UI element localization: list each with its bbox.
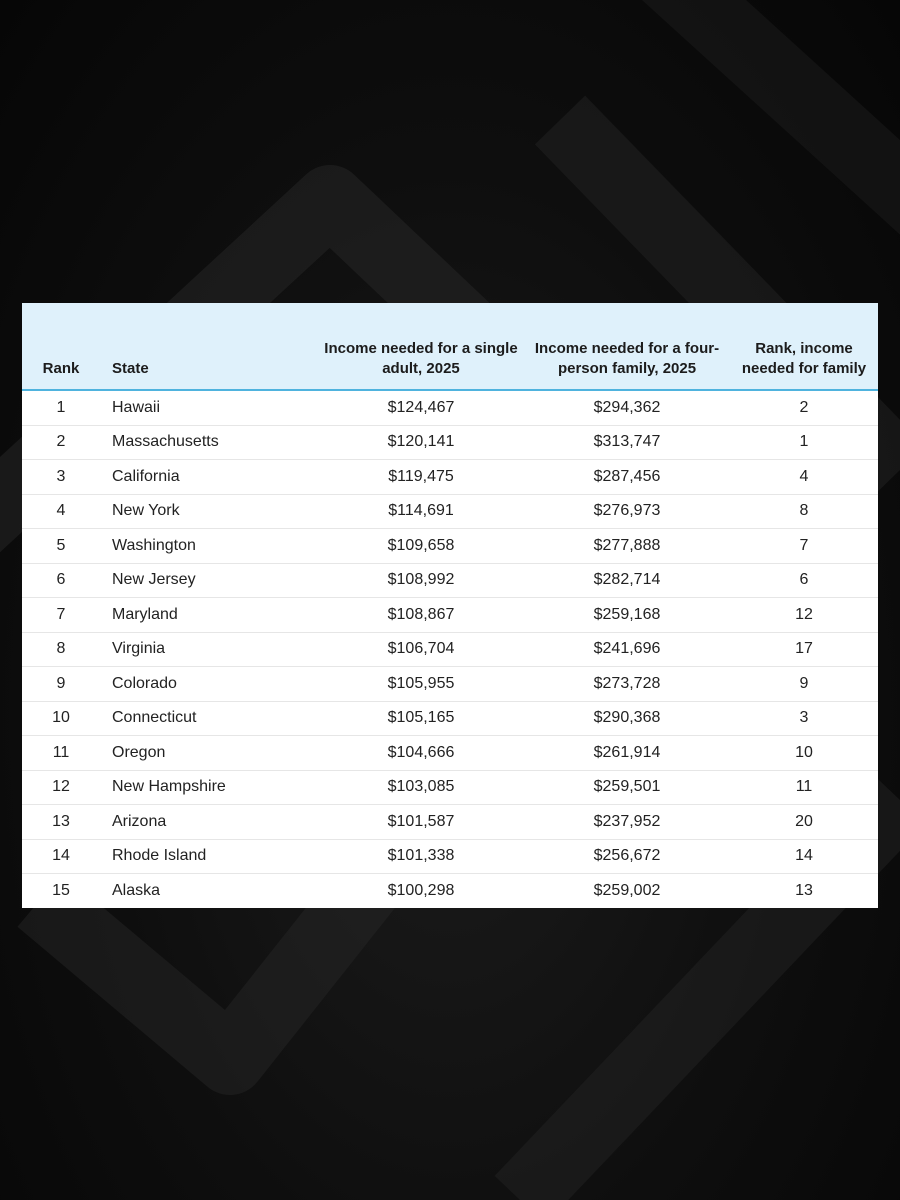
- table-row: [22, 494, 878, 529]
- cell-state: Hawaii: [100, 390, 318, 425]
- cell-family-income: $256,672: [524, 839, 730, 874]
- table-row: [22, 839, 878, 874]
- cell-family-rank: 9: [730, 667, 878, 702]
- cell-family-rank: 14: [730, 839, 878, 874]
- cell-family-income: $261,914: [524, 736, 730, 771]
- cell-rank: 14: [22, 839, 100, 874]
- cell-family-income: $294,362: [524, 390, 730, 425]
- cell-family-income: $259,002: [593, 881, 661, 899]
- cell-family-income: $313,747: [524, 425, 730, 460]
- cell-state: Connecticut: [100, 701, 318, 736]
- cell-rank: 8: [22, 632, 100, 667]
- cell-family-rank: 13: [795, 881, 813, 899]
- table-header: [22, 303, 878, 390]
- cell-rank: 9: [22, 667, 100, 702]
- cell-state: Massachusetts: [100, 425, 318, 460]
- cell-state: Alaska: [112, 881, 161, 899]
- cell-single-adult-income: $106,704: [318, 632, 524, 667]
- cell-family-income: $259,501: [524, 770, 730, 805]
- income-table: [22, 303, 878, 908]
- cell-state: Washington: [100, 529, 318, 564]
- cell-rank: 11: [22, 736, 100, 771]
- cell-state: New Jersey: [100, 563, 318, 598]
- cell-single-adult-income: $108,992: [318, 563, 524, 598]
- cell-single-adult-income: $124,467: [318, 390, 524, 425]
- header-row: [22, 303, 878, 390]
- cell-rank: 4: [22, 494, 100, 529]
- cell-family-rank: 8: [730, 494, 878, 529]
- cell-single-adult-income: $105,165: [318, 701, 524, 736]
- cell-single-adult-income: $109,658: [318, 529, 524, 564]
- cell-rank: 5: [22, 529, 100, 564]
- cell-family-rank: 17: [730, 632, 878, 667]
- cell-rank: 15: [52, 881, 70, 899]
- cell-family-rank: 1: [730, 425, 878, 460]
- cell-family-rank: 3: [730, 701, 878, 736]
- cell-family-income: $290,368: [524, 701, 730, 736]
- cell-family-income: $287,456: [524, 460, 730, 495]
- column-header-state: State: [100, 303, 318, 390]
- cell-single-adult-income: $108,867: [318, 598, 524, 633]
- cell-rank: 13: [22, 805, 100, 840]
- table-row: [22, 390, 878, 425]
- cell-family-rank: 4: [730, 460, 878, 495]
- cell-family-income: $237,952: [524, 805, 730, 840]
- table-row: [22, 874, 878, 908]
- cell-family-rank: 2: [730, 390, 878, 425]
- cell-state: Rhode Island: [100, 839, 318, 874]
- table-row: [22, 425, 878, 460]
- cell-family-income: $276,973: [524, 494, 730, 529]
- cell-single-adult-income: $103,085: [318, 770, 524, 805]
- column-header-single-adult: Income needed for a single adult, 2025: [318, 303, 524, 390]
- cell-family-rank: 7: [730, 529, 878, 564]
- cell-state: Virginia: [100, 632, 318, 667]
- cell-single-adult-income: $120,141: [318, 425, 524, 460]
- table-row: [22, 460, 878, 495]
- cell-family-rank: 6: [730, 563, 878, 598]
- income-table-card: [22, 303, 878, 908]
- cell-single-adult-income: $105,955: [318, 667, 524, 702]
- column-header-four-person-family: Income needed for a four-person family, 2025: [524, 303, 730, 390]
- cell-rank: 3: [22, 460, 100, 495]
- cell-state: Oregon: [100, 736, 318, 771]
- cell-rank: 1: [22, 390, 100, 425]
- table-row: [22, 563, 878, 598]
- cell-single-adult-income: $101,587: [318, 805, 524, 840]
- cell-rank: 7: [22, 598, 100, 633]
- cell-family-rank: 11: [730, 770, 878, 805]
- table-row: [22, 667, 878, 702]
- table-row: [22, 701, 878, 736]
- table-row: [22, 598, 878, 633]
- cell-family-income: $277,888: [524, 529, 730, 564]
- cell-rank: 2: [22, 425, 100, 460]
- cell-family-rank: 12: [730, 598, 878, 633]
- cell-family-income: $273,728: [524, 667, 730, 702]
- cell-single-adult-income: $100,298: [387, 881, 455, 899]
- table-row: [22, 805, 878, 840]
- cell-family-income: $241,696: [524, 632, 730, 667]
- cell-state: Arizona: [100, 805, 318, 840]
- table-row: [22, 770, 878, 805]
- cell-single-adult-income: $101,338: [318, 839, 524, 874]
- cell-state: Colorado: [100, 667, 318, 702]
- cell-single-adult-income: $114,691: [318, 494, 524, 529]
- cell-family-income: $259,168: [524, 598, 730, 633]
- column-header-rank: Rank: [22, 303, 100, 390]
- table-row: [22, 736, 878, 771]
- table-row: [22, 632, 878, 667]
- cell-state: Maryland: [100, 598, 318, 633]
- table-body: [22, 390, 878, 908]
- cell-state: California: [100, 460, 318, 495]
- cell-single-adult-income: $119,475: [318, 460, 524, 495]
- cell-family-rank: 10: [730, 736, 878, 771]
- cell-family-income: $282,714: [524, 563, 730, 598]
- cell-rank: 12: [22, 770, 100, 805]
- cell-rank: 10: [22, 701, 100, 736]
- column-header-family-rank: Rank, income needed for family: [730, 303, 878, 390]
- cell-state: New York: [100, 494, 318, 529]
- cell-single-adult-income: $104,666: [318, 736, 524, 771]
- cell-state: New Hampshire: [100, 770, 318, 805]
- cell-rank: 6: [22, 563, 100, 598]
- cell-family-rank: 20: [730, 805, 878, 840]
- table-row: [22, 529, 878, 564]
